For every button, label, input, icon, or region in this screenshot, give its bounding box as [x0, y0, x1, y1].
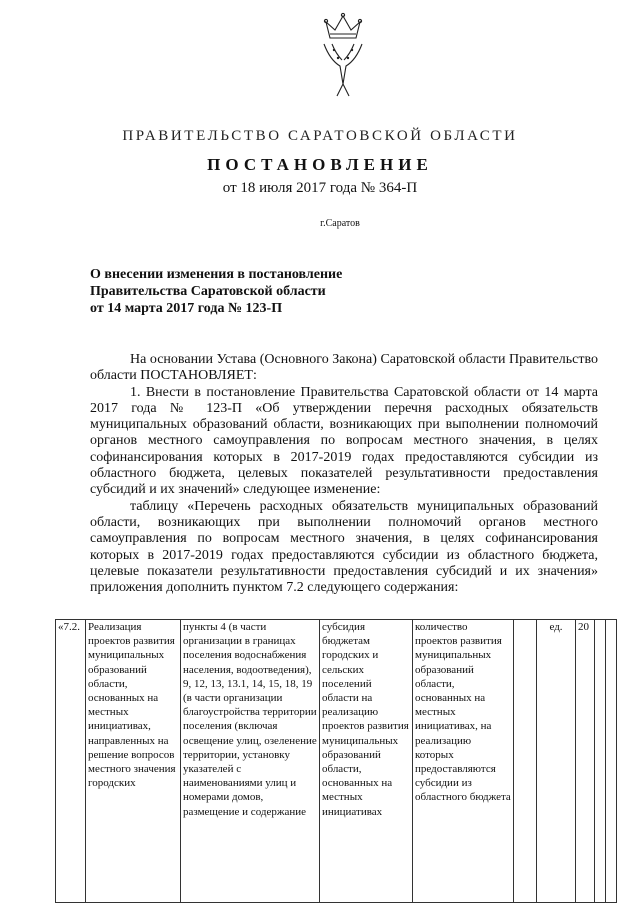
table-cell-unit: ед. — [537, 620, 576, 903]
subject-line: О внесении изменения в постановление — [90, 267, 343, 282]
table-cell-empty — [514, 620, 537, 903]
saratov-crown-emblem-icon — [312, 8, 374, 98]
table-cell-empty — [595, 620, 606, 903]
body-paragraph: 1. Внести в постановление Правительства Саратовской области от 14 марта 2017 года № 123-П «Об утверждении перечня расходных обязательств муниципальных образований области, возникающих при выполнении полномочий органов местного самоуправления по вопросам местного значения, в целях софинансирования которых в 2017-2019 годах предоставляются субсидии из областного бюджета, целевых показателей результативности предоставления субсидий и их значений» следующее изменение: — [90, 384, 598, 498]
body-paragraph: На основании Устава (Основного Закона) Саратовской области Правительство области ПОСТАНОВЛЯЕТ: — [90, 352, 598, 384]
document-date-number: от 18 июля 2017 года № 364-П — [222, 180, 418, 196]
annex-table — [55, 619, 617, 903]
table-cell-number: «7.2. — [56, 620, 86, 903]
subject-line: Правительства Саратовской области — [90, 284, 326, 299]
table-cell-subsidy: субсидия бюджетам городских и сельских поселений области на реализацию проектов развития муниципальных образований области, основанных на местных инициативах — [320, 620, 413, 903]
table-cell-legal-basis: пункты 4 (в части организации в границах поселения водоснабжения населения, водоотведения), 9, 12, 13, 13.1, 14, 15, 18, 19 (в части организации благоустройства территории поселения (включая освещение улиц, озеленение территории, установку указателей с наименованиями улиц и номерами домов, размещение и содержание — [181, 620, 320, 903]
document-subject — [90, 266, 510, 317]
subject-line: от 14 марта 2017 года № 123-П — [90, 301, 283, 316]
body-paragraph: таблицу «Перечень расходных обязательств муниципальных образований области, возникающих при выполнении полномочий органов местного самоуправления по вопросам местного значения, в целях софинансирования которых в 2017-2019 годах предоставляются субсидии из областного бюджета, целевые показатели результативности предоставления субсидий и их значения» приложения дополнить пунктом 7.2 следующего содержания: — [90, 498, 598, 596]
document-city: г.Саратов — [320, 218, 360, 229]
table-cell-empty — [606, 620, 617, 903]
table-cell-indicator: количество проектов развития муниципальных образований области, основанных на местных инициативах, на реализацию которых предоставляются субсидии из областного бюджета — [413, 620, 514, 903]
government-title: ПРАВИТЕЛЬСТВО САРАТОВСКОЙ ОБЛАСТИ — [122, 128, 518, 144]
table-cell-expense-obligation: Реализация проектов развития муниципальных образований области, основанных на местных инициативах, направленных на решение вопросов местного значения городских — [86, 620, 181, 903]
table-cell-value: 20 — [576, 620, 595, 903]
table-row — [56, 620, 617, 903]
document-body — [90, 352, 598, 596]
document-type: ПОСТАНОВЛЕНИЕ — [207, 155, 433, 174]
